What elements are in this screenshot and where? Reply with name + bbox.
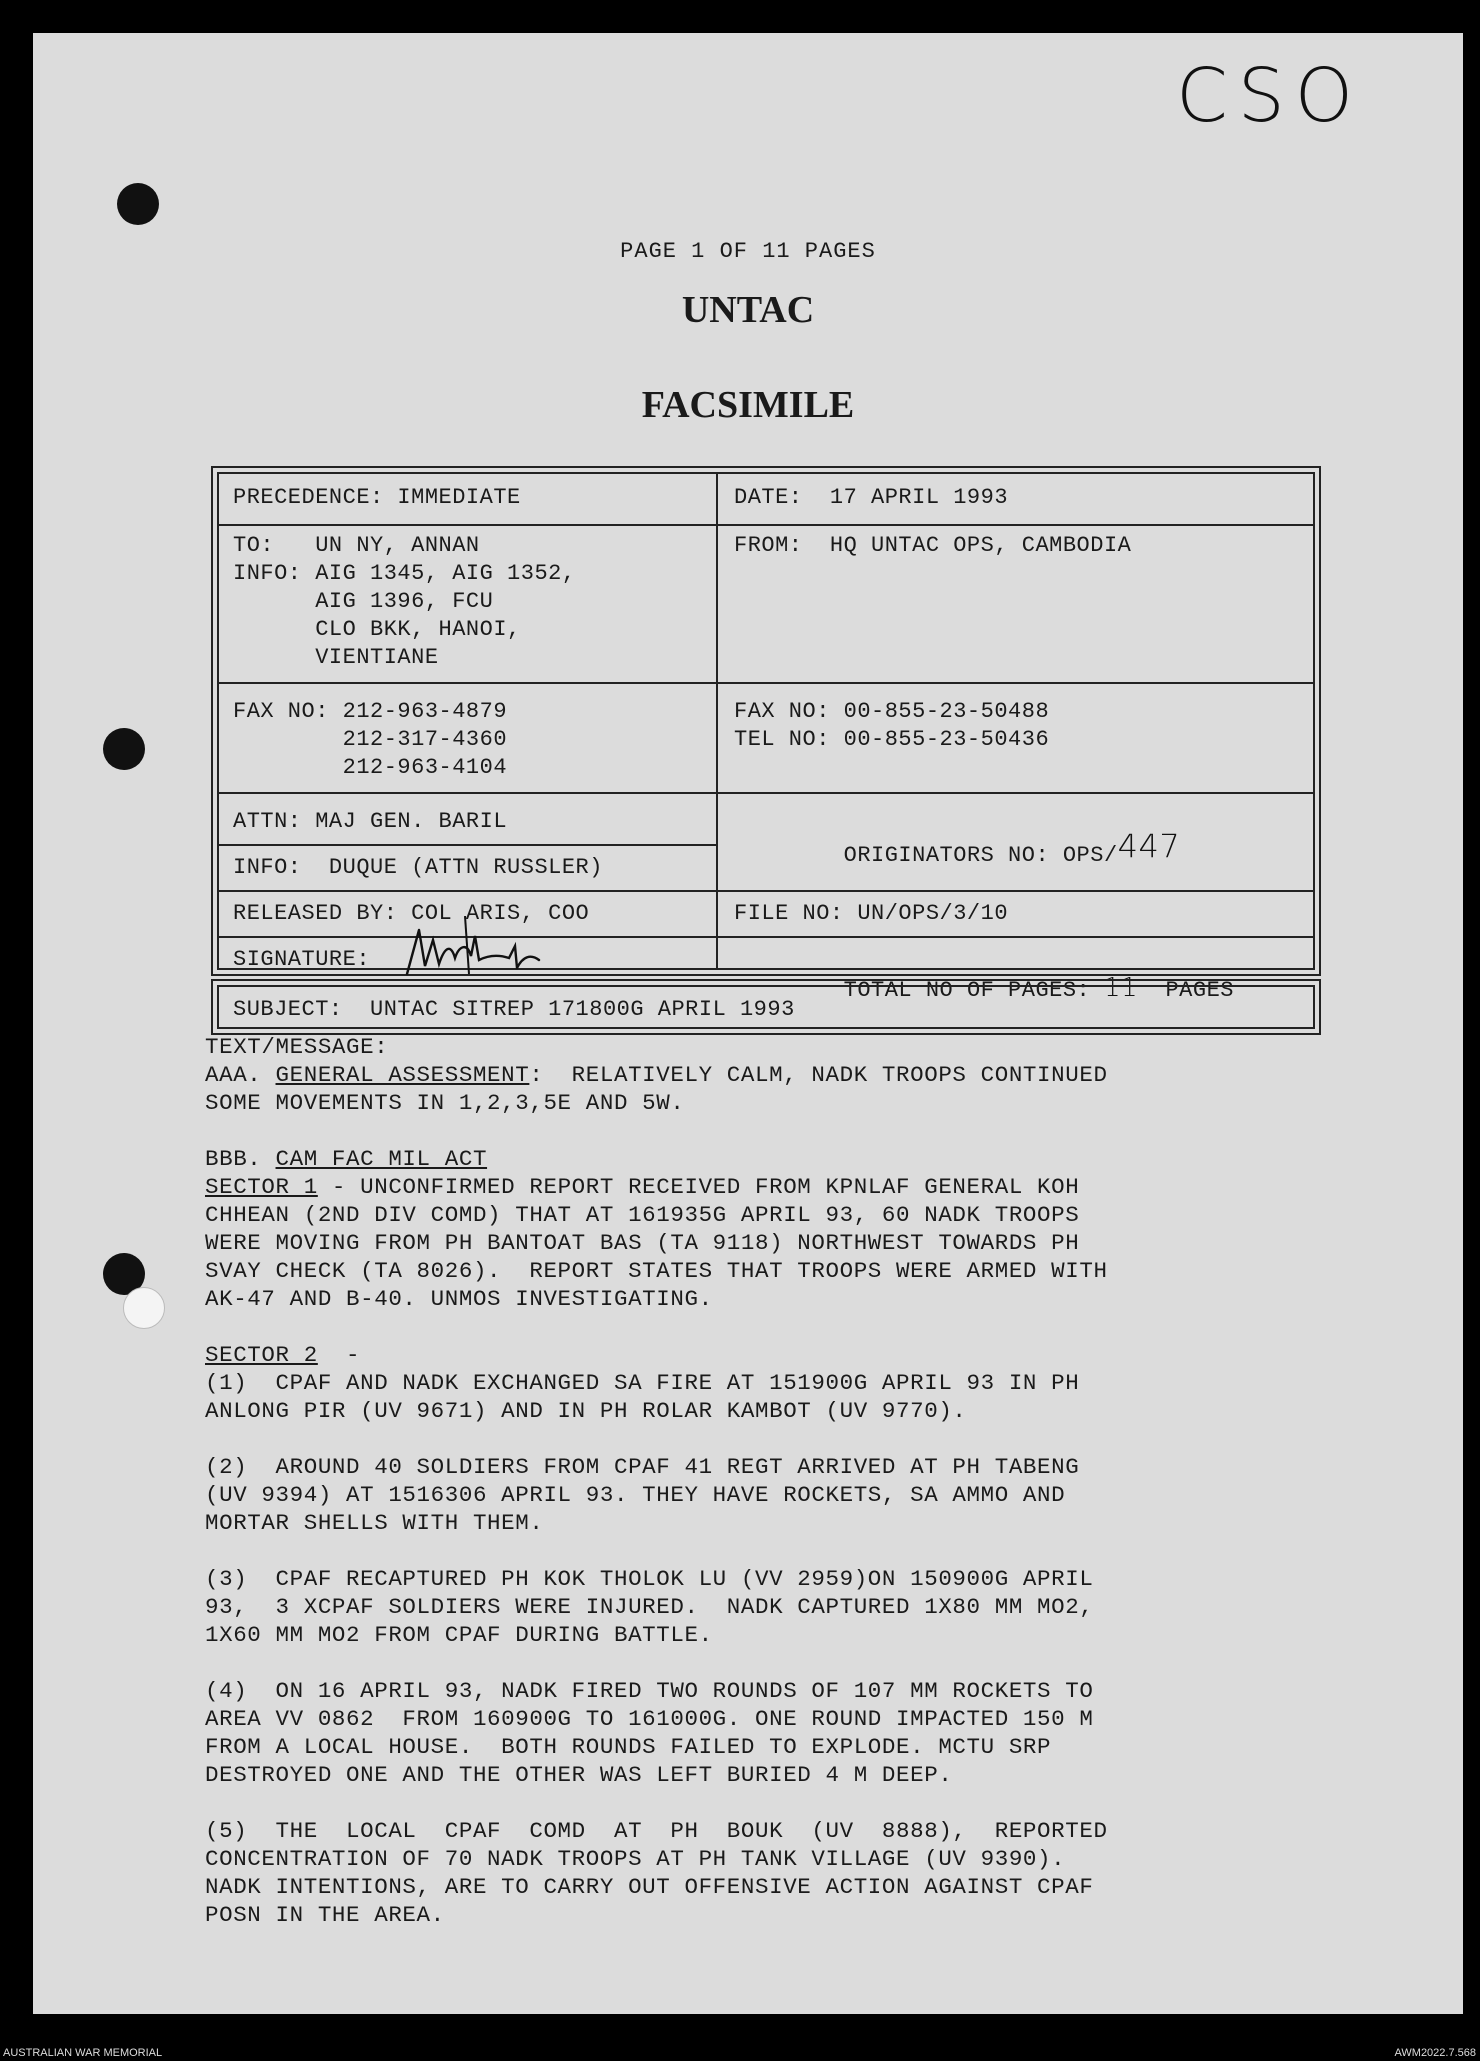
- sector2-heading-line: SECTOR 2 -: [205, 1342, 361, 1368]
- document-page: [33, 33, 1463, 2014]
- item4-line-3: FROM A LOCAL HOUSE. BOTH ROUNDS FAILED TO EXPLODE. MCTU SRP: [205, 1734, 1052, 1760]
- item5-line-4: POSN IN THE AREA.: [205, 1902, 445, 1928]
- to-field: TO: UN NY, ANNAN: [233, 533, 480, 558]
- page-header: PAGE 1 OF 11 PAGES: [620, 239, 876, 264]
- info2-field: INFO: DUQUE (ATTN RUSSLER): [233, 855, 603, 880]
- tel-from-field: TEL NO: 00-855-23-50436: [734, 727, 1050, 752]
- originators-number-handwritten: 447: [1117, 827, 1181, 865]
- subject-line: SUBJECT: UNTAC SITREP 171800G APRIL 1993: [217, 985, 1315, 1029]
- document-subtitle: FACSIMILE: [641, 384, 855, 426]
- item2-line-1: (2) AROUND 40 SOLDIERS FROM CPAF 41 REGT ARRIVED AT PH TABENG: [205, 1454, 1080, 1480]
- date-field: DATE: 17 APRIL 1993: [734, 485, 1009, 510]
- from-field: FROM: HQ UNTAC OPS, CAMBODIA: [734, 533, 1132, 558]
- punch-hole-middle: [103, 728, 145, 770]
- aaa-heading: GENERAL ASSESSMENT: [275, 1062, 530, 1088]
- info-line-3: CLO BKK, HANOI,: [233, 617, 521, 642]
- item5-line-1: (5) THE LOCAL CPAF COMD AT PH BOUK (UV 8888), REPORTED: [205, 1818, 1108, 1844]
- total-pages-label: TOTAL NO OF PAGES:: [843, 978, 1091, 1003]
- handwritten-corner-mark: CSO: [1176, 53, 1363, 139]
- signature-image: [405, 916, 555, 976]
- sector1-line-2: CHHEAN (2ND DIV COMD) THAT AT 161935G APRIL 93, 60 NADK TROOPS: [205, 1202, 1080, 1228]
- punch-hole-reinforcement: [123, 1287, 165, 1329]
- text-message-label: TEXT/MESSAGE:: [205, 1034, 389, 1060]
- item4-line-1: (4) ON 16 APRIL 93, NADK FIRED TWO ROUNDS OF 107 MM ROCKETS TO: [205, 1678, 1094, 1704]
- item1-line-2: ANLONG PIR (UV 9671) AND IN PH ROLAR KAMBOT (UV 9770).: [205, 1398, 967, 1424]
- aaa-line-1: AAA. GENERAL ASSESSMENT: RELATIVELY CALM, NADK TROOPS CONTINUED: [205, 1062, 1108, 1088]
- item5-line-2: CONCENTRATION OF 70 NADK TROOPS AT PH TANK VILLAGE (UV 9390).: [205, 1846, 1066, 1872]
- subject-box: [211, 979, 1321, 1035]
- fax-to-line-3: 212-963-4104: [233, 755, 508, 780]
- sector2-heading: SECTOR 2: [205, 1342, 318, 1368]
- footer-left: AUSTRALIAN WAR MEMORIAL: [3, 2047, 163, 2059]
- fax-to-line-1: FAX NO: 212-963-4879: [233, 699, 508, 724]
- item4-line-4: DESTROYED ONE AND THE OTHER WAS LEFT BURIED 4 M DEEP.: [205, 1762, 953, 1788]
- item2-line-3: MORTAR SHELLS WITH THEM.: [205, 1510, 544, 1536]
- document-title: UNTAC: [681, 289, 815, 331]
- item3-line-2: 93, 3 XCPAF SOLDIERS WERE INJURED. NADK CAPTURED 1X80 MM MO2,: [205, 1594, 1094, 1620]
- footer-right: AWM2022.7.568: [1394, 2047, 1476, 2059]
- released-by-field: RELEASED BY: COL ARIS, COO: [233, 901, 590, 926]
- originators-label: ORIGINATORS NO: OPS/: [843, 843, 1118, 868]
- sector1-line-4: SVAY CHECK (TA 8026). REPORT STATES THAT TROOPS WERE ARMED WITH: [205, 1258, 1108, 1284]
- item2-line-2: (UV 9394) AT 1516306 APRIL 93. THEY HAVE ROCKETS, SA AMMO AND: [205, 1482, 1066, 1508]
- message-body: [205, 1033, 1335, 1929]
- fax-to-line-2: 212-317-4360: [233, 727, 508, 752]
- total-pages-suffix: PAGES: [1165, 978, 1234, 1003]
- precedence-field: PRECEDENCE: IMMEDIATE: [233, 485, 521, 510]
- info-line-4: VIENTIANE: [233, 645, 439, 670]
- bbb-line: BBB. CAM FAC MIL ACT: [205, 1146, 488, 1172]
- fax-from-field: FAX NO: 00-855-23-50488: [734, 699, 1050, 724]
- item5-line-3: NADK INTENTIONS, ARE TO CARRY OUT OFFENSIVE ACTION AGAINST CPAF: [205, 1874, 1094, 1900]
- file-no-field: FILE NO: UN/OPS/3/10: [734, 901, 1009, 926]
- sector1-line-3: WERE MOVING FROM PH BANTOAT BAS (TA 9118) NORTHWEST TOWARDS PH: [205, 1230, 1080, 1256]
- item3-line-3: 1X60 MM MO2 FROM CPAF DURING BATTLE.: [205, 1622, 713, 1648]
- aaa-line-2: SOME MOVEMENTS IN 1,2,3,5E AND 5W.: [205, 1090, 685, 1116]
- item4-line-2: AREA VV 0862 FROM 160900G TO 161000G. ONE ROUND IMPACTED 150 M: [205, 1706, 1094, 1732]
- total-pages-handwritten: 11: [1103, 973, 1139, 1003]
- bbb-heading: CAM FAC MIL ACT: [275, 1146, 488, 1172]
- sector1-line-5: AK-47 AND B-40. UNMOS INVESTIGATING.: [205, 1286, 713, 1312]
- info-line-2: AIG 1396, FCU: [233, 589, 494, 614]
- sector1-line-1: SECTOR 1 - UNCONFIRMED REPORT RECEIVED FROM KPNLAF GENERAL KOH: [205, 1174, 1080, 1200]
- signature-label: SIGNATURE:: [233, 947, 371, 972]
- attn-field: ATTN: MAJ GEN. BARIL: [233, 809, 508, 834]
- originators-field: [734, 808, 1180, 898]
- item3-line-1: (3) CPAF RECAPTURED PH KOK THOLOK LU (VV 2959)ON 150900G APRIL: [205, 1566, 1094, 1592]
- item1-line-1: (1) CPAF AND NADK EXCHANGED SA FIRE AT 151900G APRIL 93 IN PH: [205, 1370, 1080, 1396]
- info-line-1: INFO: AIG 1345, AIG 1352,: [233, 561, 576, 586]
- sector1-heading: SECTOR 1: [205, 1174, 318, 1200]
- punch-hole-top: [117, 183, 159, 225]
- header-table: [211, 466, 1321, 1003]
